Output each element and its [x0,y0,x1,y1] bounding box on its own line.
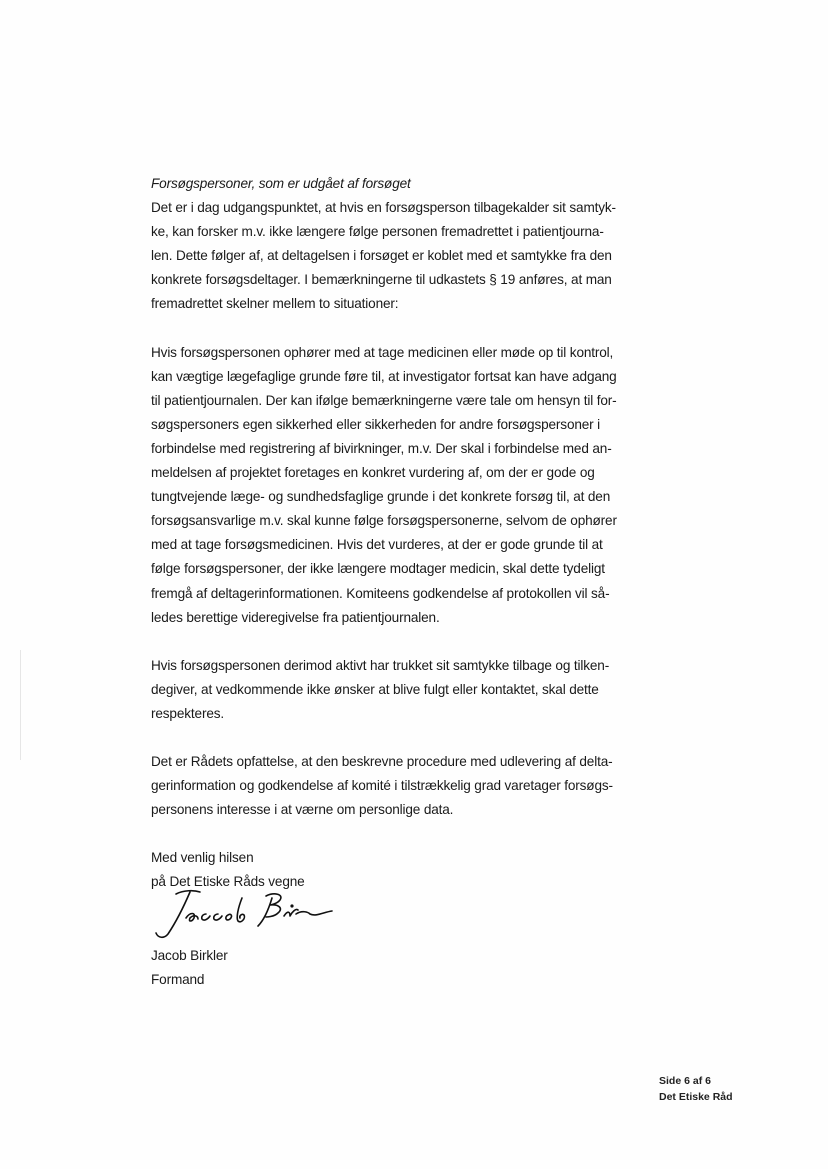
paragraph-spacer [151,726,641,750]
page-number: Side 6 af 6 [659,1075,711,1087]
scan-artifact [20,650,21,760]
closing-greeting: Med venlig hilsen [151,850,254,866]
section-heading: Forsøgspersoner, som er udgået af forsøget [151,176,411,191]
handwritten-signature [146,884,346,944]
paragraph-spacer [151,317,641,341]
letter-body [151,172,641,894]
closing-on-behalf: på Det Etiske Råds vegne [151,874,305,890]
paragraph-2: Hvis forsøgspersonen ophører med at tage medicinen eller møde op til kontrol, kan vægtige lægefaglige grunde føre til, at investigator fortsat kan have adgang til patientjournalen. Der kan ifølge bemærkningerne være tale om hensyn til for- søgspersoners egen sikkerhed eller sikkerheden for andre forsøgspersoner i forbindelse med registrering af bivirkninger, m.v. Der skal i forbindelse med an- meldelsen af projektet foretages en konkret vurdering af, om der er gode og tungtvejende læge- og sundhedsfaglige grunde i det konkrete forsøg til, at den forsøgsansvarlige m.v. skal kunne følge forsøgspersonerne, selvom de ophører med at tage forsøgsmedicinen. Hvis det vurderes, at der er gode grunde til at følge forsøgspersoner, der ikke længere modtager medicin, skal dette tydeligt fremgå af deltagerinformationen. Komiteens godkendelse af protokollen vil så- ledes berettige videregivelse fra patientjournalen. [151,344,617,625]
signer-block [151,944,228,992]
paragraph-3: Hvis forsøgspersonen derimod aktivt har trukket sit samtykke tilbage og tilken- degiver, at vedkommende ikke ønsker at blive fulgt eller kontaktet, skal dette respekteres. [151,657,610,721]
paragraph-1: Det er i dag udgangspunktet, at hvis en forsøgsperson tilbagekalder sit samtyk- ke, kan forsker m.v. ikke længere følge personen fremadrettet i patientjourna- len. Dette følger af, at deltagelsen i forsøget er koblet med et samtykke fra den konkrete forsøgsdeltager. I bemærkningerne til udkastets § 19 anføres, at man fremadrettet skelner mellem to situationer: [151,200,616,312]
footer-organization: Det Etiske Råd [659,1091,733,1103]
paragraph-spacer [151,822,641,846]
page-footer [659,1073,733,1105]
signer-title: Formand [151,972,205,988]
paragraph-4: Det er Rådets opfattelse, at den beskrevne procedure med udlevering af delta- gerinformation og godkendelse af komité i tilstrækkelig grad varetager forsøgs- personens interesse i at værne om personlige data. [151,753,613,818]
paragraph-spacer [151,630,641,654]
signer-name: Jacob Birkler [151,948,228,963]
